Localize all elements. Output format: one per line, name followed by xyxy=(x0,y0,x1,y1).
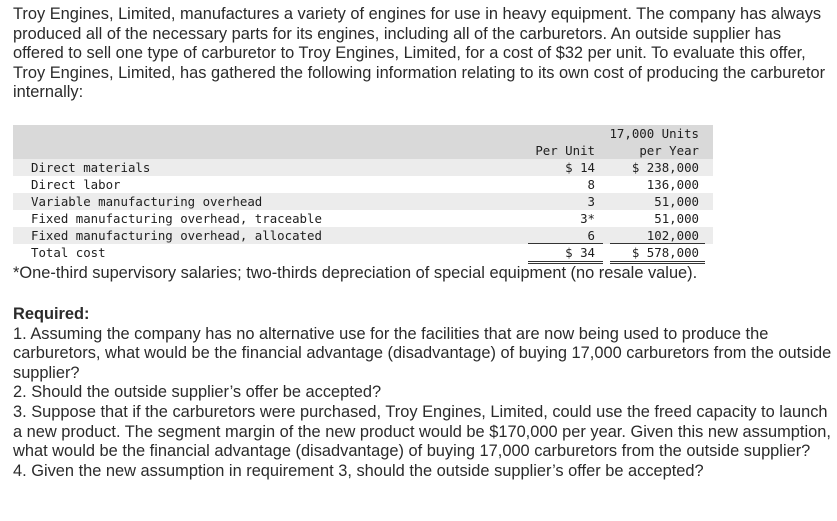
row-label: Direct labor xyxy=(31,177,121,192)
row-label: Total cost xyxy=(31,245,106,260)
table-header-row-1 xyxy=(13,125,713,142)
row-label: Fixed manufacturing overhead, traceable xyxy=(31,211,322,226)
col-header-year-line1: 17,000 Units xyxy=(609,126,699,141)
row-label: Variable manufacturing overhead xyxy=(31,194,263,209)
table-row xyxy=(13,210,713,227)
requirement-item: 2. Should the outside supplier’s offer be accepted? xyxy=(13,383,382,402)
footnote: *One-third supervisory salaries; two-thirds depreciation of special equipment (no resale value). xyxy=(13,264,698,282)
requirement-item: 3. Suppose that if the carburetors were purchased, Troy Engines, Limited, could use the freed capacity to launch a new product. The segment margin of the new product would be $170,000 per year. Given this new assumption, what would be the financial advantage (disadvantage) of buying 17,000 carburetors from the outside supplier? xyxy=(13,402,831,461)
table-row xyxy=(13,227,713,244)
row-per-unit: 6 xyxy=(587,228,595,243)
row-per-year: $ 578,000 xyxy=(631,245,699,260)
required-heading: Required: xyxy=(13,305,90,323)
row-per-year: 51,000 xyxy=(654,211,699,226)
row-per-year: $ 238,000 xyxy=(631,160,699,175)
table-row xyxy=(13,176,713,193)
row-per-year: 102,000 xyxy=(646,228,699,243)
requirement-item: 4. Given the new assumption in requirement 3, should the outside supplier’s offer be accepted? xyxy=(13,461,704,480)
row-per-unit: $ 34 xyxy=(565,245,595,260)
row-label: Direct materials xyxy=(31,160,151,175)
row-per-unit: 8 xyxy=(587,177,595,192)
requirement-item: 1. Assuming the company has no alternative use for the facilities that are now being used to produce the carburetors, what would be the financial advantage (disadvantage) of buying 17,000 carburetors from the outside supplier? xyxy=(13,324,832,382)
problem-intro: Troy Engines, Limited, manufactures a variety of engines for use in heavy equipment. The company has always produced all of the necessary parts for its engines, including all of the carburetors. An outside supplier has offered to sell one type of carburetor to Troy Engines, Limited, for a cost of $32 per unit. To evaluate this offer, Troy Engines, Limited, has gathered the following information relating to its own cost of producing the carburetor internally: xyxy=(13,5,826,102)
cost-table xyxy=(13,125,713,261)
table-row xyxy=(13,193,713,210)
col-header-per-unit: Per Unit xyxy=(535,143,595,158)
row-per-unit: 3* xyxy=(580,211,595,226)
row-per-year: 51,000 xyxy=(654,194,699,209)
row-per-unit: $ 14 xyxy=(565,160,595,175)
row-label: Fixed manufacturing overhead, allocated xyxy=(31,228,322,243)
required-section xyxy=(13,305,835,481)
table-row xyxy=(13,159,713,176)
col-header-year-line2: per Year xyxy=(639,143,699,158)
row-per-unit: 3 xyxy=(587,194,595,209)
table-row-total xyxy=(13,244,713,261)
table-header-row-2 xyxy=(13,142,713,159)
row-per-year: 136,000 xyxy=(646,177,699,192)
